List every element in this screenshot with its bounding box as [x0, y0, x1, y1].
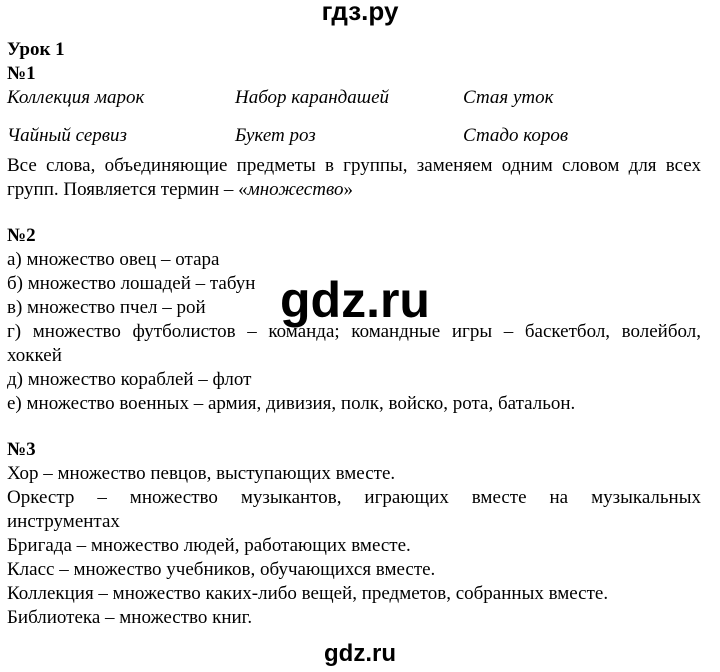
word-grid-row-2 — [7, 124, 701, 148]
word-grid-row-1 — [7, 86, 701, 110]
definition-line: Хор – множество певцов, выступающих вместе. — [7, 463, 396, 484]
explanation-text-end: » — [343, 179, 353, 200]
definition-line: Класс – множество учебников, обучающихся вместе. — [7, 559, 436, 580]
definition-line: Оркестр – множество музыкантов, играющих вместе на музыкальных — [7, 487, 701, 508]
site-footer: gdz.ru — [324, 640, 396, 667]
word-grid-cell: Стая уток — [463, 87, 554, 108]
answer-line: в) множество пчел – рой — [7, 297, 206, 318]
answer-line: хоккей — [7, 345, 62, 366]
word-grid-cell: Набор карандашей — [235, 87, 390, 108]
answer-line: е) множество военных – армия, дивизия, полк, войско, рота, батальон. — [7, 393, 576, 414]
answer-line: г) множество футболистов – команда; командные игры – баскетбол, волейбол, — [7, 321, 701, 342]
definition-line: Бригада – множество людей, работающих вместе. — [7, 535, 411, 556]
term-word: множество — [247, 179, 344, 200]
answer-line: а) множество овец – отара — [7, 249, 220, 270]
definition-line: инструментах — [7, 511, 120, 532]
watermark: gdz.ru — [280, 272, 430, 328]
explanation-text: Все слова, объединяющие предметы в группы, заменяем одним словом для всех групп. Появляется термин – « — [7, 155, 701, 200]
word-grid-cell: Чайный сервиз — [7, 125, 127, 146]
task-3-number: №3 — [7, 439, 36, 460]
document-body — [7, 38, 701, 630]
task-2-number: №2 — [7, 225, 36, 246]
task-1-explanation — [7, 154, 701, 202]
lesson-title: Урок 1 — [7, 39, 65, 60]
site-header: гдз.ру — [321, 0, 399, 26]
word-grid-cell: Коллекция марок — [7, 87, 145, 108]
word-grid-cell: Стадо коров — [463, 125, 569, 146]
definition-line: Библиотека – множество книг. — [7, 607, 253, 628]
definition-line: Коллекция – множество каких-либо вещей, предметов, собранных вместе. — [7, 583, 609, 604]
answer-line: д) множество кораблей – флот — [7, 369, 252, 390]
task-1-number: №1 — [7, 63, 36, 84]
answer-line: б) множество лошадей – табун — [7, 273, 256, 294]
word-grid-cell: Букет роз — [235, 125, 316, 146]
